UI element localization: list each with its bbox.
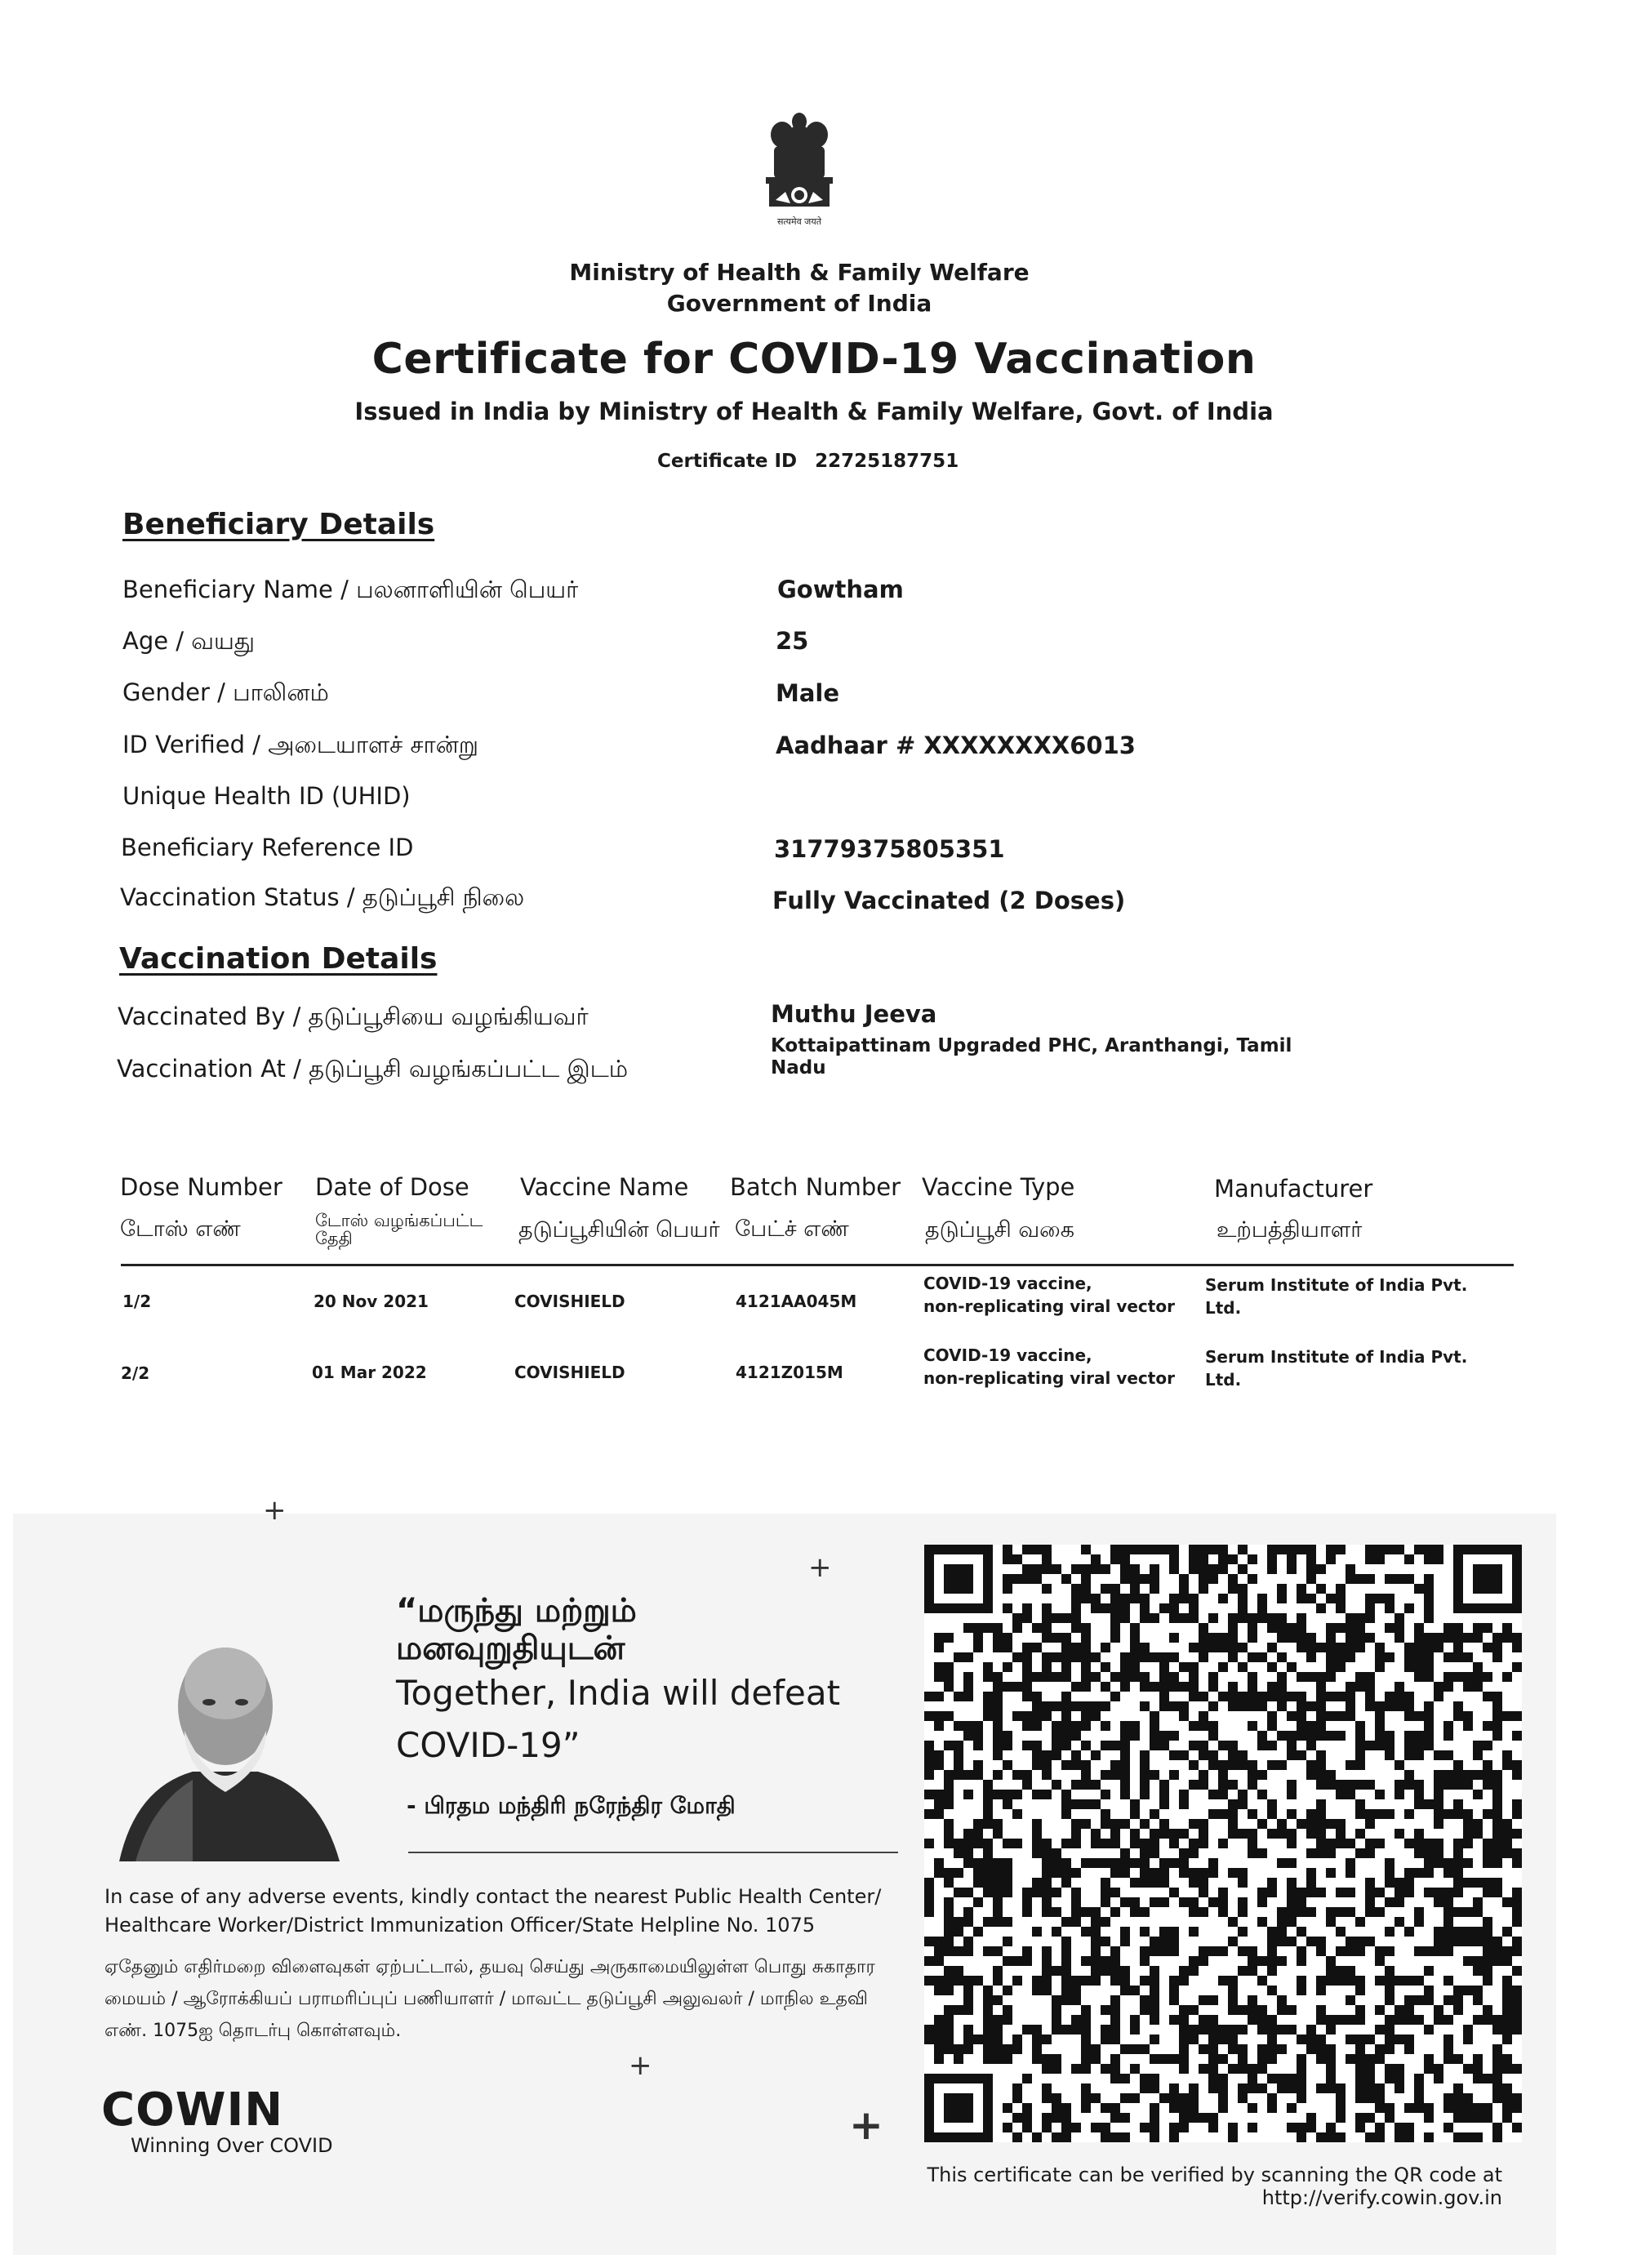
vaccine-name-cell: COVISHIELD [514, 1363, 625, 1382]
quote-en-line1: Together, India will defeat [396, 1673, 841, 1713]
vaccinated-at-value [771, 1035, 1292, 1079]
adverse-events-notice-ta: ஏதேனும் எதிர்மறை விளைவுகள் ஏற்பட்டால், தயவு செய்து அருகாமையிலுள்ள பொது சுகாதார மையம் / ஆரோக்கியப் பராமரிப்புப் பணியாளர் / மாவட்ட தடுப்பூசி அலுவலர் / மாநில உதவி எண். 1075ஐ தொடர்பு கொள்ளவும். [105, 1957, 875, 2041]
dose-number-header-ta: டோஸ் எண் [120, 1216, 241, 1242]
verification-qr-code [924, 1545, 1522, 2142]
certificate-subtitle: Issued in India by Ministry of Health & Family Welfare, Govt. of India [354, 398, 1274, 425]
crosshair-mark-icon: + [629, 2049, 652, 2082]
date-of-dose-header-ta [315, 1212, 483, 1247]
uhid-label: Unique Health ID (UHID) [122, 782, 411, 810]
vaccinated-at-label: Vaccination At / தடுப்பூசி வழங்கப்பட்ட இடம் [117, 1055, 629, 1083]
vaccine-name-cell: COVISHIELD [514, 1292, 625, 1311]
vaccine-type-line1: COVID-19 vaccine, [923, 1345, 1092, 1365]
dose-number-cell: 1/2 [122, 1292, 152, 1311]
verification-note-line1: This certificate can be verified by scanning the QR code at [927, 2163, 1502, 2186]
cowin-tagline: Winning Over COVID [131, 2134, 333, 2157]
national-emblem-icon [758, 110, 841, 233]
qr-code-icon [924, 1545, 1522, 2142]
pm-quote [396, 1592, 840, 1772]
vaccine-type-header: Vaccine Type [922, 1173, 1075, 1201]
dose-number-header: Dose Number [120, 1173, 282, 1201]
crosshair-mark-icon: + [808, 1551, 832, 1584]
table-header-rule [121, 1264, 1514, 1266]
vaccine-type-line2: non-replicating viral vector [923, 1368, 1175, 1388]
vaccine-name-header: Vaccine Name [520, 1173, 689, 1201]
promo-divider [408, 1852, 898, 1853]
age-label: Age / வயது [122, 627, 256, 655]
age-value: 25 [776, 627, 809, 655]
manufacturer-line2: Ltd. [1205, 1298, 1242, 1318]
batch-number-cell: 4121Z015M [736, 1363, 843, 1382]
batch-number-header-ta: பேட்ச் எண் [735, 1216, 849, 1242]
vaccine-type-line2: non-replicating viral vector [923, 1296, 1175, 1316]
prime-minister-portrait [103, 1625, 348, 1861]
ministry-header [0, 257, 1628, 319]
gender-value: Male [776, 679, 840, 707]
verification-note [898, 2163, 1502, 2209]
quote-attribution: - பிரதம மந்திரி நரேந்திர மோதி [407, 1792, 736, 1819]
vaccinated-at-line1: Kottaipattinam Upgraded PHC, Aranthangi, Tamil [771, 1035, 1292, 1056]
ministry-name: Ministry of Health & Family Welfare [569, 259, 1030, 286]
beneficiary-heading: Beneficiary Details [122, 508, 435, 541]
manufacturer-line1: Serum Institute of India Pvt. [1205, 1347, 1468, 1367]
vaccinated-by-label: Vaccinated By / தடுப்பூசியை வழங்கியவர் [118, 1003, 589, 1030]
manufacturer-line2: Ltd. [1205, 1370, 1242, 1390]
emblem-motto: सत्यमेव जयते [776, 216, 822, 227]
gender-label: Gender / பாலினம் [122, 678, 329, 706]
crosshair-mark-icon: + [849, 2101, 883, 2149]
vaccination-status-label: Vaccination Status / தடுப்பூசி நிலை [120, 883, 525, 911]
batch-number-header: Batch Number [730, 1173, 901, 1201]
vaccine-type-line1: COVID-19 vaccine, [923, 1274, 1092, 1293]
beneficiary-name-label: Beneficiary Name / பலனாளியின் பெயர் [122, 576, 579, 603]
cowin-logo: COWIN [101, 2083, 284, 2137]
crosshair-mark-icon: + [263, 1494, 287, 1527]
adverse-events-notice: In case of any adverse events, kindly contact the nearest Public Health Center/ Healthcare Worker/District Immunization Officer/State Helpline No. 1075 [105, 1885, 882, 1937]
vaccine-type-cell [923, 1344, 1175, 1390]
beneficiary-reference-id-label: Beneficiary Reference ID [121, 834, 414, 861]
id-verified-label: ID Verified / அடையாளச் சான்று [122, 731, 479, 758]
dose-date-cell: 01 Mar 2022 [312, 1363, 427, 1382]
dose-number-cell: 2/2 [121, 1363, 150, 1383]
certificate-id-value: 22725187751 [815, 451, 959, 472]
quote-ta-line2: மனவுறுதியுடன் [396, 1630, 625, 1667]
certificate-id-label: Certificate ID [657, 451, 798, 472]
manufacturer-cell [1205, 1274, 1467, 1319]
dose-date-cell: 20 Nov 2021 [314, 1292, 429, 1311]
vaccine-type-cell [923, 1272, 1175, 1318]
date-of-dose-header: Date of Dose [315, 1173, 469, 1201]
vaccine-type-header-ta: தடுப்பூசி வகை [925, 1217, 1075, 1243]
vaccination-status-value: Fully Vaccinated (2 Doses) [772, 887, 1126, 914]
manufacturer-cell [1205, 1345, 1467, 1391]
vaccination-heading: Vaccination Details [119, 942, 438, 976]
date-of-dose-header-ta-line1: டோஸ் வழங்கப்பட்ட [315, 1211, 483, 1230]
verification-note-url: http://verify.cowin.gov.in [1261, 2186, 1502, 2209]
manufacturer-line1: Serum Institute of India Pvt. [1205, 1275, 1468, 1295]
batch-number-cell: 4121AA045M [736, 1292, 857, 1311]
date-of-dose-header-ta-line2: தேதி [315, 1229, 353, 1248]
certificate-id [657, 451, 959, 472]
manufacturer-header-ta: உற்பத்தியாளர் [1217, 1217, 1363, 1243]
quote-en-line2: COVID-19” [396, 1725, 580, 1765]
government-name: Government of India [666, 290, 932, 317]
quote-ta-line1: “மருந்து மற்றும் [396, 1592, 637, 1630]
manufacturer-header: Manufacturer [1214, 1175, 1373, 1203]
vaccinated-by-value: Muthu Jeeva [771, 1000, 937, 1028]
vaccine-name-header-ta: தடுப்பூசியின் பெயர் [518, 1217, 720, 1243]
beneficiary-name-value: Gowtham [777, 576, 904, 603]
vaccinated-at-line2: Nadu [771, 1057, 826, 1078]
certificate-title: Certificate for COVID-19 Vaccination [371, 335, 1257, 384]
beneficiary-reference-id-value: 31779375805351 [774, 835, 1005, 863]
id-verified-value: Aadhaar # XXXXXXXX6013 [776, 732, 1136, 759]
